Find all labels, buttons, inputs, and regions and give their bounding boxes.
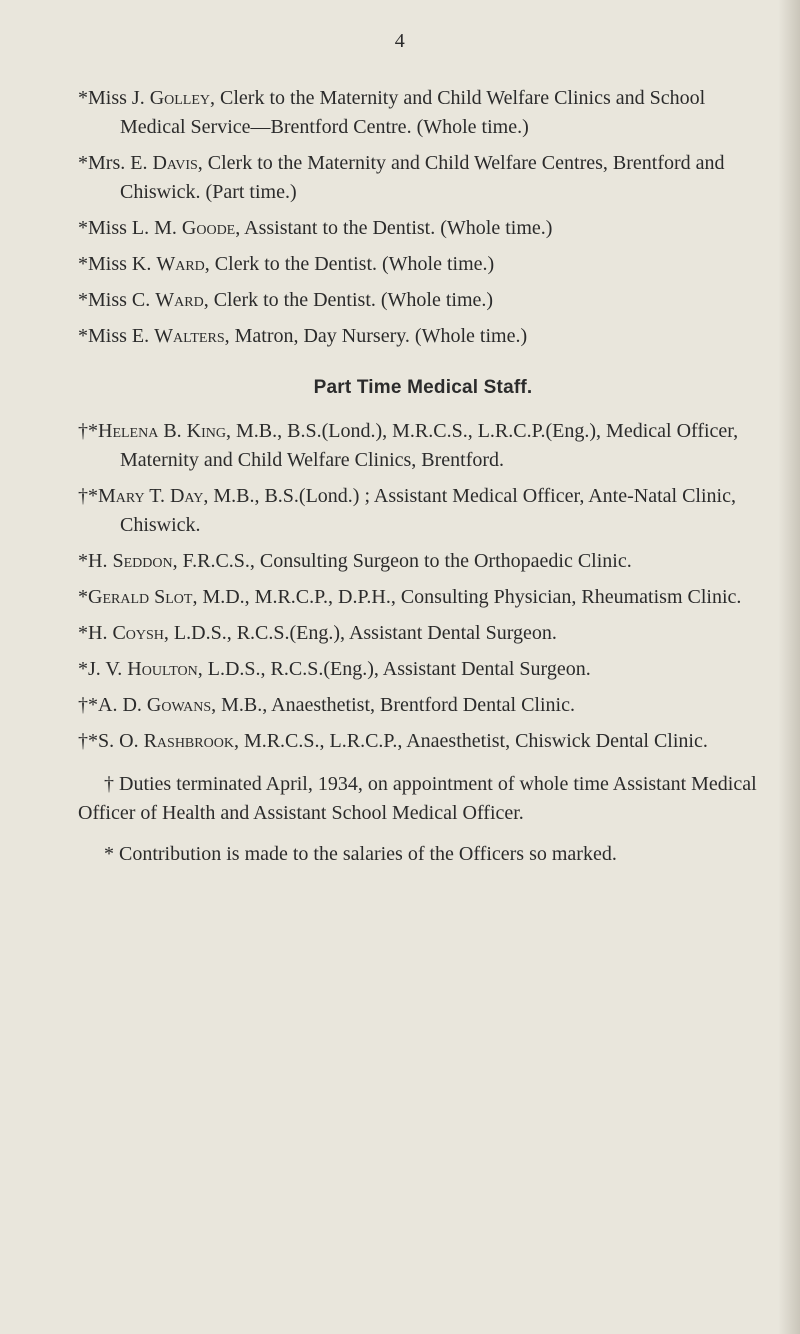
part-time-entry: *H. Coysh, L.D.S., R.C.S.(Eng.), Assistant Dental Surgeon. — [78, 622, 557, 644]
part-time-entry: †*Helena B. King, M.B., B.S.(Lond.), M.R.C.S., L.R.C.P.(Eng.), Medical Officer, Maternity and Child Welfare Clinics, Brentford. — [78, 420, 739, 471]
staff-entry: *Miss C. Ward, Clerk to the Dentist. (Whole time.) — [78, 289, 494, 311]
page-number: 4 — [394, 30, 406, 52]
staff-entry: *Miss K. Ward, Clerk to the Dentist. (Whole time.) — [78, 253, 495, 275]
section-heading: Part Time Medical Staff. — [313, 377, 533, 398]
part-time-entry: †*A. D. Gowans, M.B., Anaesthetist, Brentford Dental Clinic. — [78, 694, 575, 716]
staff-entry: *Miss L. M. Goode, Assistant to the Dentist. (Whole time.) — [78, 217, 553, 239]
staff-entry: *Miss E. Walters, Matron, Day Nursery. (Whole time.) — [78, 325, 528, 347]
footnote-dagger: † Duties terminated April, 1934, on appointment of whole time Assistant Medical Officer of Health and Assistant School Medical Officer. — [78, 773, 757, 824]
part-time-entry: †*Mary T. Day, M.B., B.S.(Lond.) ; Assistant Medical Officer, Ante-Natal Clinic, Chiswick. — [78, 485, 736, 536]
footnote-asterisk: * Contribution is made to the salaries of the Officers so marked. — [104, 843, 617, 865]
footnotes — [78, 770, 768, 869]
part-time-entry: *J. V. Houlton, L.D.S., R.C.S.(Eng.), Assistant Dental Surgeon. — [78, 658, 591, 680]
part-time-entry: †*S. O. Rashbrook, M.R.C.S., L.R.C.P., Anaesthetist, Chiswick Dental Clinic. — [78, 730, 708, 752]
part-time-entry: *Gerald Slot, M.D., M.R.C.P., D.P.H., Consulting Physician, Rheumatism Clinic. — [78, 586, 742, 608]
part-time-entry: *H. Seddon, F.R.C.S., Consulting Surgeon to the Orthopaedic Clinic. — [78, 550, 632, 572]
staff-list — [78, 84, 768, 881]
page-edge-shadow — [778, 0, 800, 1334]
staff-entry: *Mrs. E. Davis, Clerk to the Maternity and Child Welfare Centres, Brentford and Chiswick. (Part time.) — [78, 152, 725, 203]
staff-entry: *Miss J. Golley, Clerk to the Maternity and Child Welfare Clinics and School Medical Service—Brentford Centre. (Whole time.) — [78, 87, 706, 138]
